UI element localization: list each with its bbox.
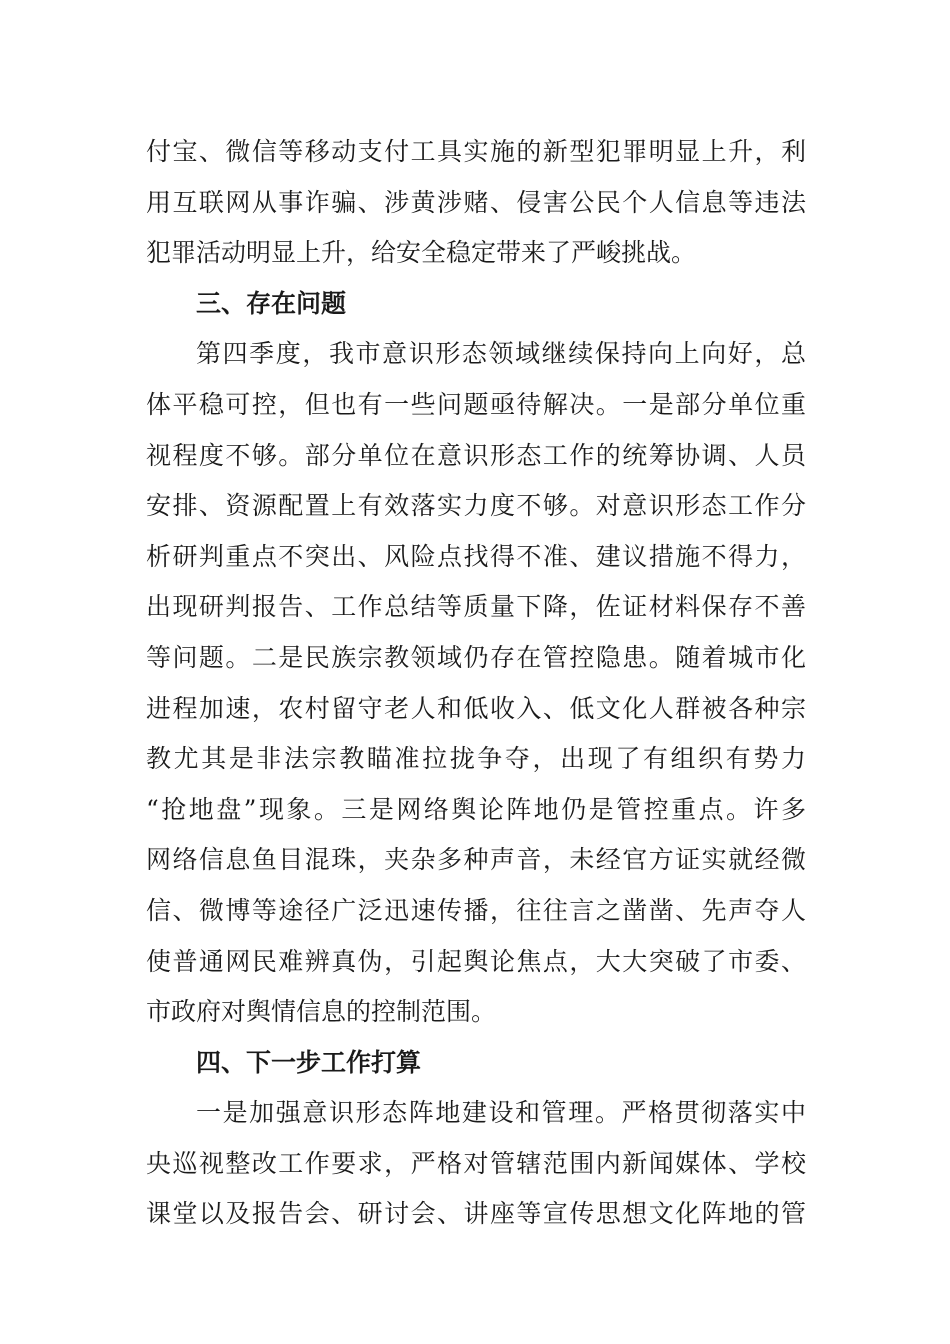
- text-line: 课堂以及报告会、研讨会、讲座等宣传思想文化阵地的管: [146, 1199, 806, 1229]
- text-line: 教尤其是非法宗教瞄准拉拢争夺，出现了有组织有势力: [146, 744, 806, 774]
- text-line: 一是加强意识形态阵地建设和管理。严格贯彻落实中: [196, 1098, 806, 1128]
- text-line: 进程加速，农村留守老人和低收入、低文化人群被各种宗: [146, 693, 806, 723]
- text-line: 央巡视整改工作要求，严格对管辖范围内新闻媒体、学校: [146, 1148, 806, 1178]
- text-line: 付宝、微信等移动支付工具实施的新型犯罪明显上升，利: [146, 137, 806, 166]
- text-line: 使普通网民难辨真伪，引起舆论焦点，大大突破了市委、: [146, 946, 806, 976]
- section-heading-problems: 三、存在问题: [196, 288, 347, 318]
- document-body: [146, 127, 806, 1240]
- text-line: “抢地盘”现象。三是网络舆论阵地仍是管控重点。许多: [146, 794, 806, 824]
- text-line: 出现研判报告、工作总结等质量下降，佐证材料保存不善: [146, 592, 806, 622]
- text-line: 信、微博等途径广泛迅速传播，往往言之凿凿、先声夺人: [146, 895, 806, 925]
- text-line: 第四季度，我市意识形态领域继续保持向上向好，总: [196, 339, 806, 369]
- text-line: 用互联网从事诈骗、涉黄涉赌、侵害公民个人信息等违法: [146, 187, 806, 217]
- text-line: 犯罪活动明显上升，给安全稳定带来了严峻挑战。: [146, 238, 697, 268]
- section-heading-next-steps: 四、下一步工作打算: [196, 1047, 422, 1077]
- text-line: 市政府对舆情信息的控制范围。: [146, 997, 497, 1027]
- text-line: 等问题。二是民族宗教领域仍存在管控隐患。随着城市化: [146, 642, 806, 672]
- text-line: 体平稳可控，但也有一些问题亟待解决。一是部分单位重: [146, 389, 806, 419]
- text-line: 析研判重点不突出、风险点找得不准、建议措施不得力，: [146, 541, 806, 571]
- text-line: 安排、资源配置上有效落实力度不够。对意识形态工作分: [146, 491, 806, 521]
- text-line: 视程度不够。部分单位在意识形态工作的统筹协调、人员: [146, 440, 806, 470]
- text-line: 网络信息鱼目混珠，夹杂多种声音，未经官方证实就经微: [146, 845, 806, 875]
